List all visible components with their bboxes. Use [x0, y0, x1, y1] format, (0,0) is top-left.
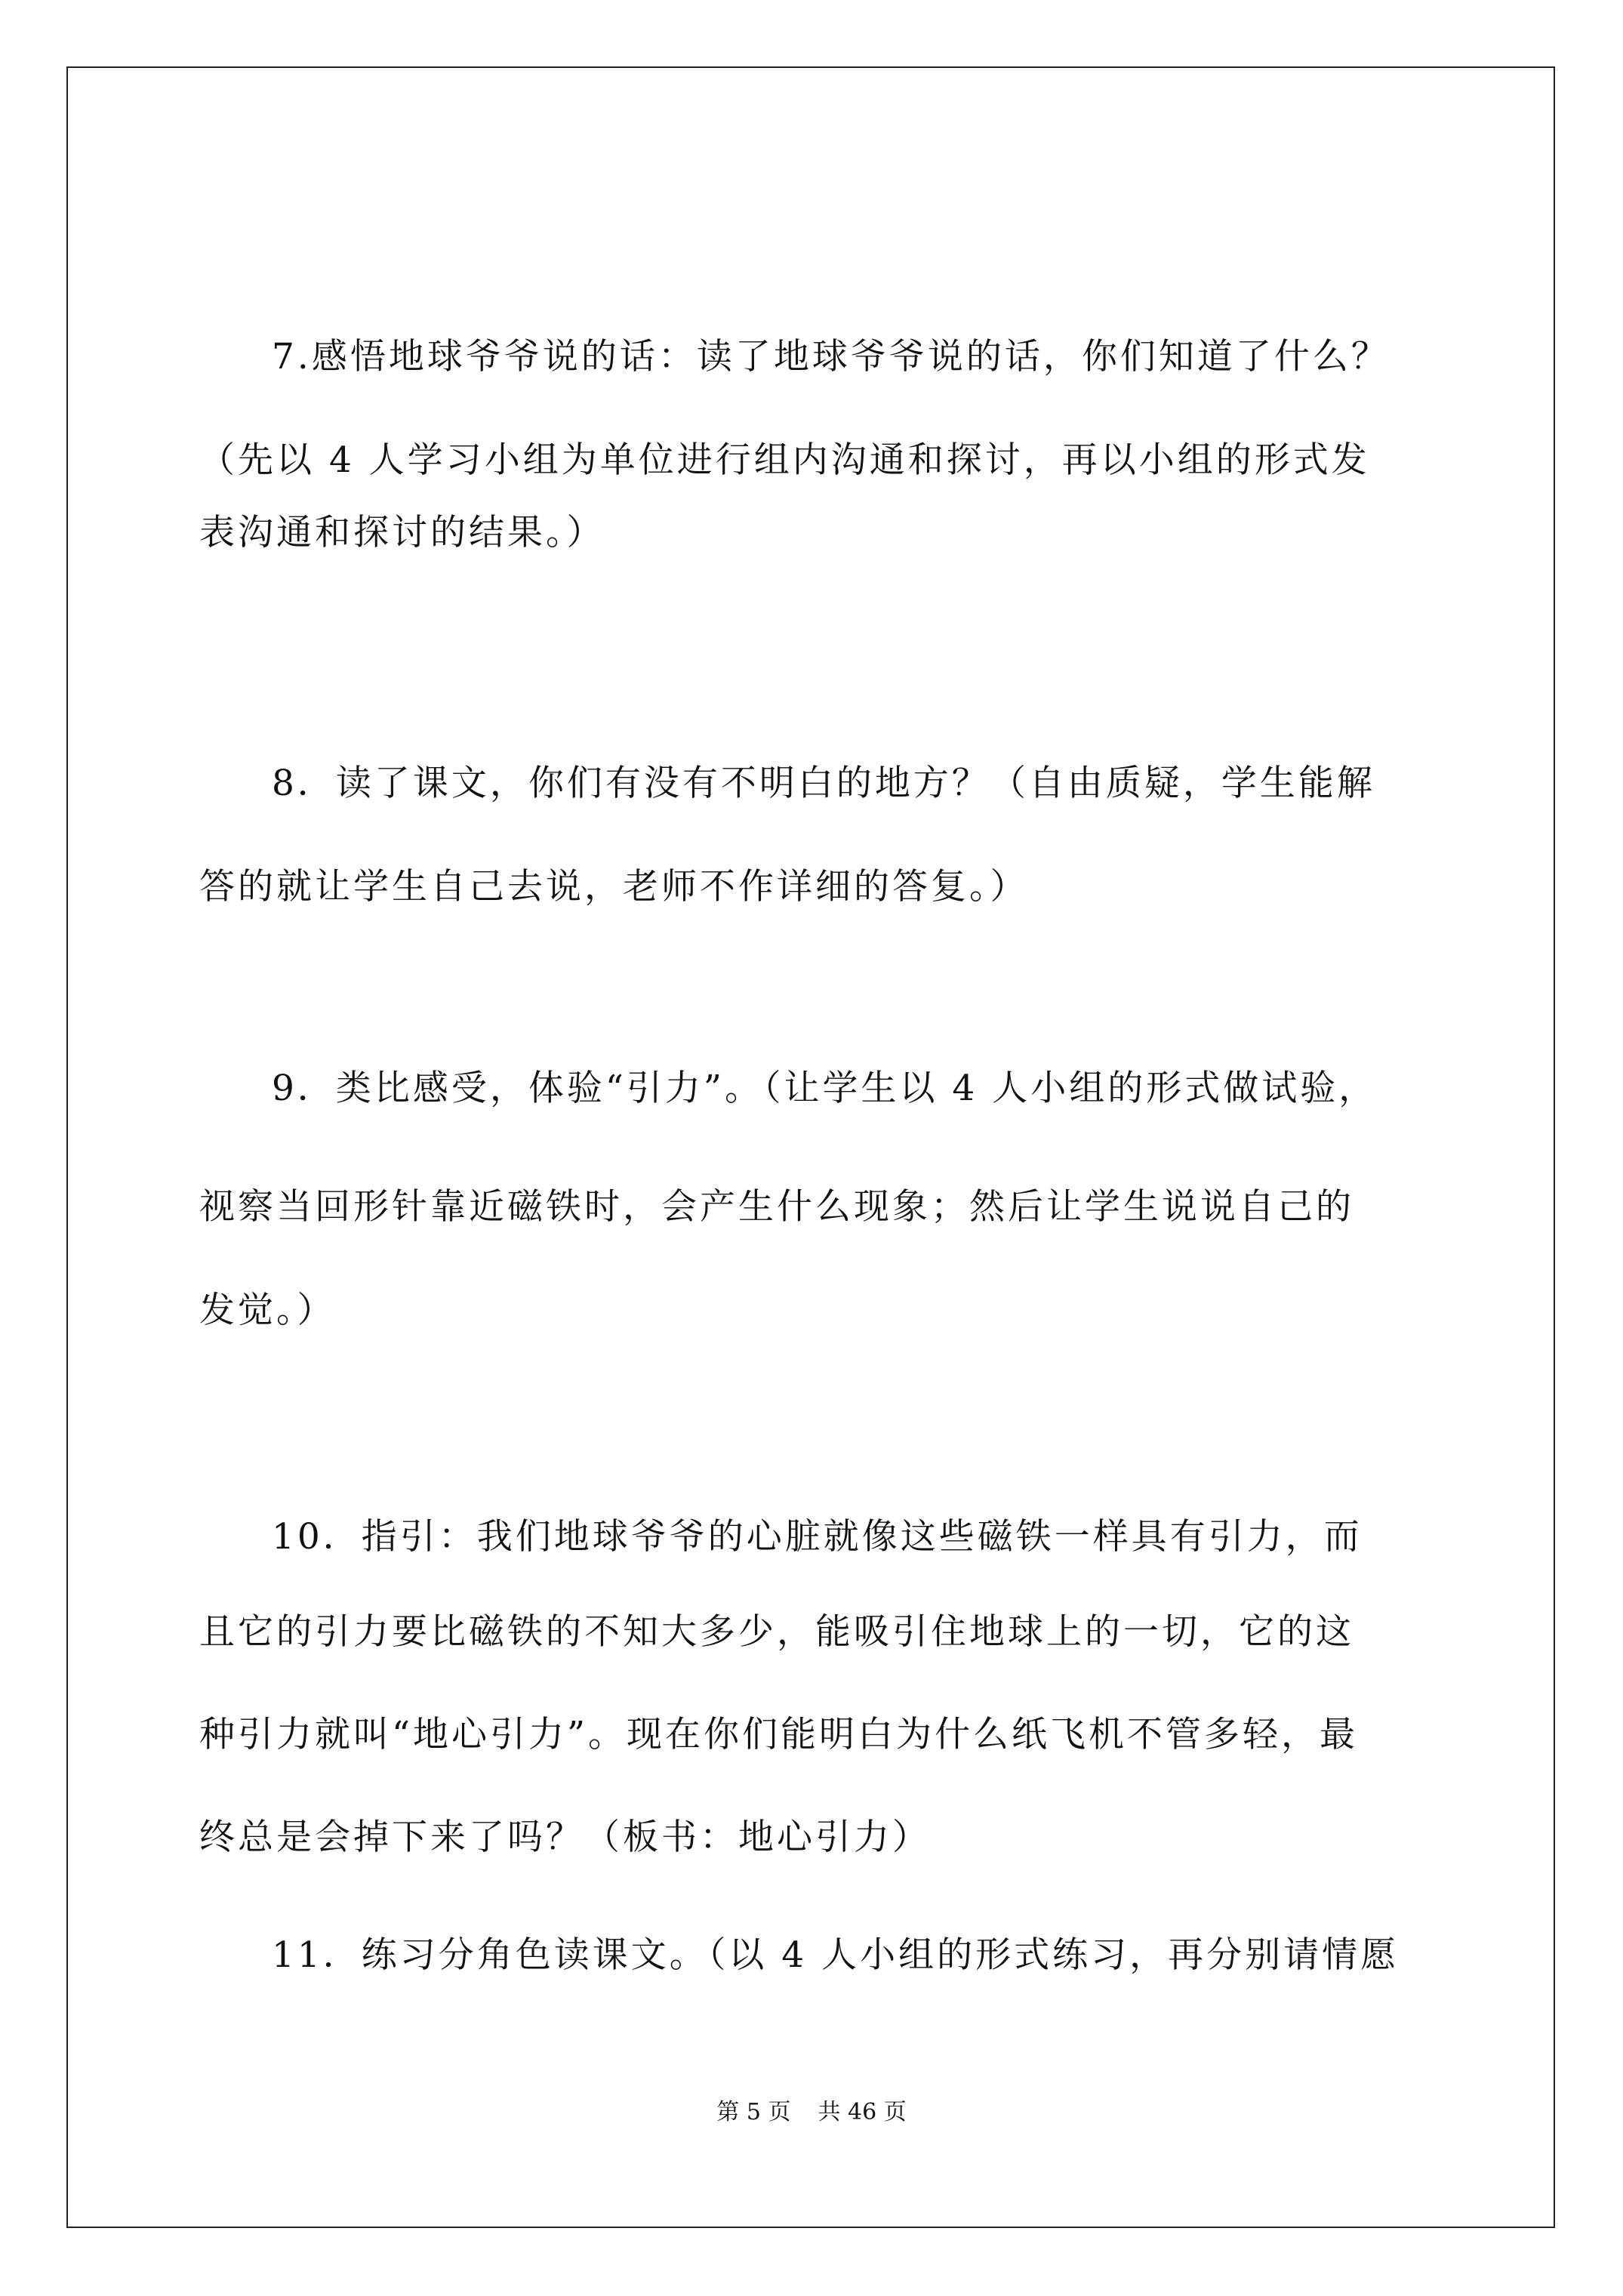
paragraph-8-line-2: 答的就让学生自己去说，老师不作详细的答复。）	[199, 866, 1029, 908]
paragraph-11-line-1: 11．练习分角色读课文。（以 4 人小组的形式练习，再分别请情愿	[272, 1934, 1400, 1976]
paragraph-10-line-4: 终总是会掉下来了吗？（板书：地心引力）	[199, 1817, 931, 1858]
paragraph-7-line-1: 7.感悟地球爷爷说的话：读了地球爷爷说的话，你们知道了什么？	[272, 336, 1390, 378]
page-footer	[0, 2097, 1623, 2128]
paragraph-9-line-1: 9．类比感受，体验“引力”。（让学生以 4 人小组的形式做试验，	[272, 1068, 1378, 1109]
page-total: 共 46 页	[818, 2099, 907, 2125]
paragraph-7-line-3: 表沟通和探讨的结果。）	[199, 512, 605, 553]
page-frame	[66, 66, 1555, 2228]
paragraph-8-line-1: 8．读了课文，你们有没有不明白的地方？（自由质疑，学生能解	[272, 763, 1375, 804]
paragraph-9-line-2: 视察当回形针靠近磁铁时，会产生什么现象；然后让学生说说自己的	[199, 1186, 1354, 1228]
page-number: 第 5 页	[716, 2099, 791, 2125]
paragraph-10-line-1: 10．指引：我们地球爷爷的心脏就像这些磁铁一样具有引力，而	[272, 1516, 1363, 1558]
paragraph-10-line-2: 且它的引力要比磁铁的不知大多少，能吸引住地球上的一切，它的这	[199, 1611, 1354, 1653]
paragraph-10-line-3: 种引力就叫“地心引力”。现在你们能明白为什么纸飞机不管多轻，最	[199, 1714, 1359, 1755]
paragraph-9-line-3: 发觉。）	[199, 1290, 336, 1331]
paragraph-7-line-2: （先以 4 人学习小组为单位进行组内沟通和探讨，再以小组的形式发	[199, 439, 1370, 481]
